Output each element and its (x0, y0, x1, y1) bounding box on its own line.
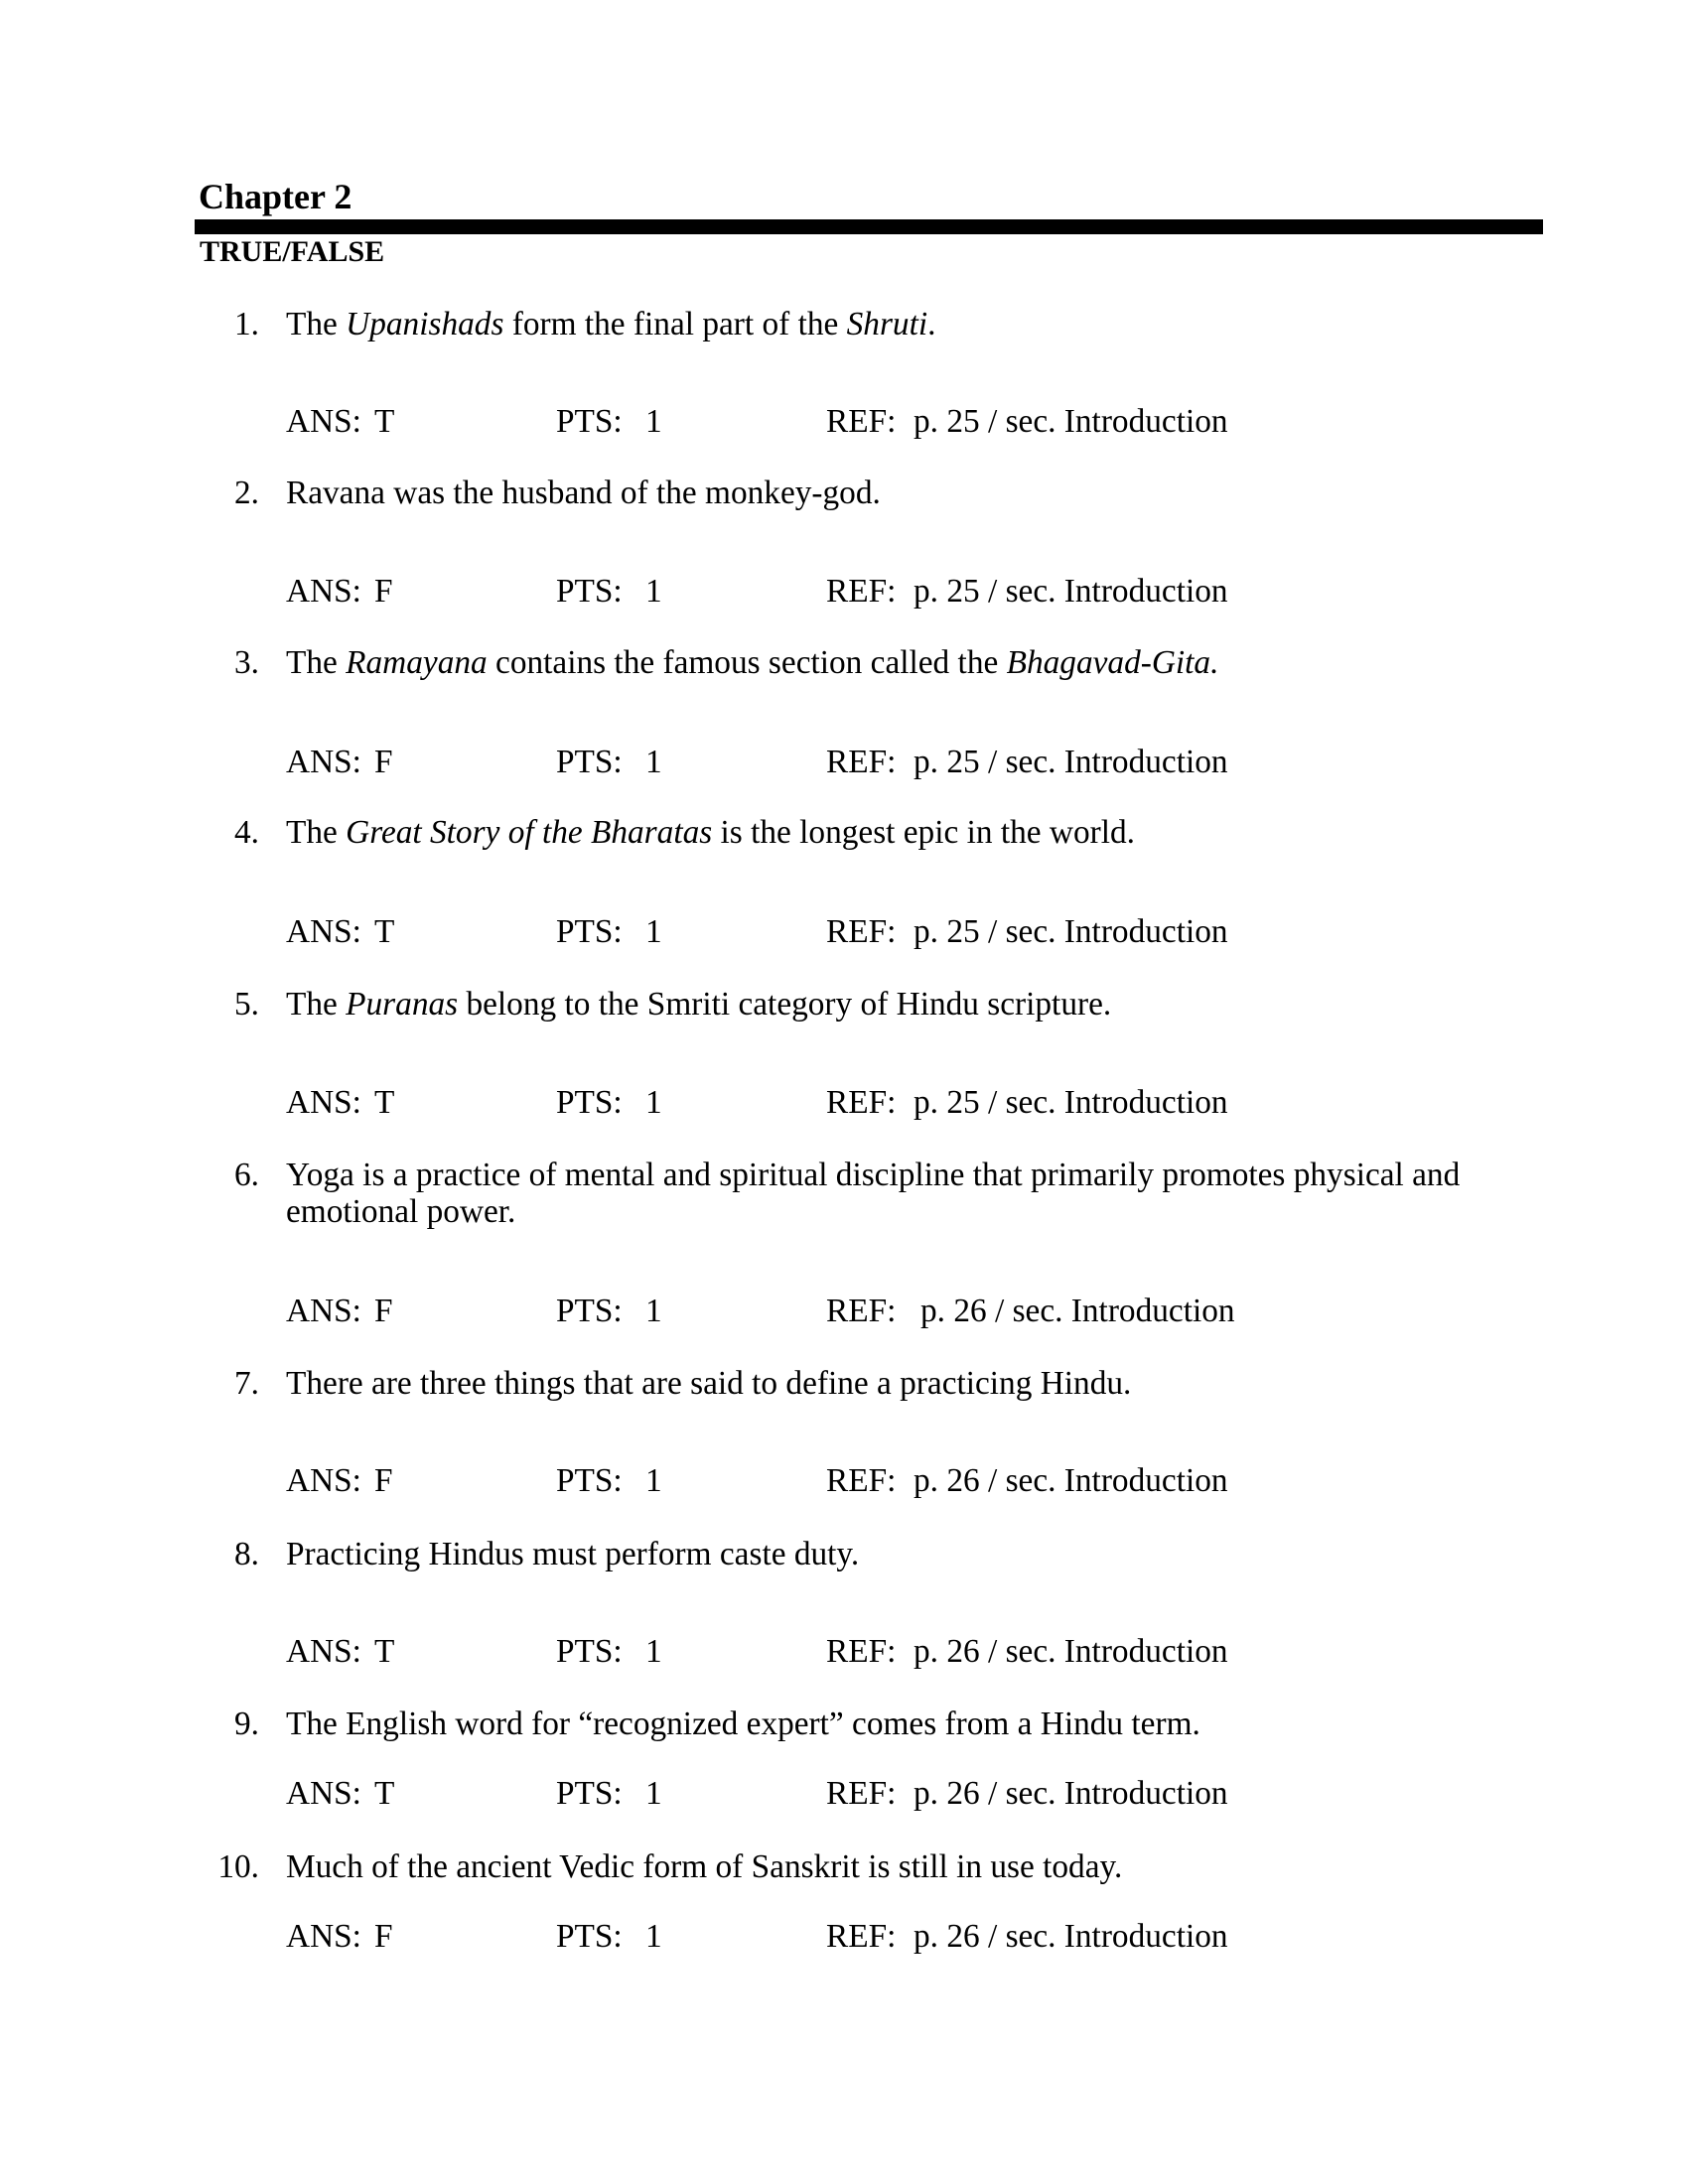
pts-value: 1 (645, 1293, 662, 1329)
stem-text: There are three things that are said to define a practicing Hindu. (286, 1365, 1132, 1402)
ans-label: ANS: (286, 403, 361, 440)
ans-label: ANS: (286, 744, 361, 780)
pts-label: PTS: (556, 1462, 623, 1499)
stem-italic-text: Puranas (346, 986, 459, 1023)
pts-value: 1 (645, 913, 662, 950)
pts-value: 1 (645, 1775, 662, 1812)
pts-value: 1 (645, 403, 662, 440)
ans-value: T (374, 913, 395, 950)
question-number: 1. (234, 306, 259, 342)
ans-value: T (374, 1633, 395, 1670)
question-stem (286, 986, 1507, 1023)
ans-label: ANS: (286, 1462, 361, 1499)
stem-text: contains the famous section called the (487, 644, 1007, 681)
ref-value: p. 25 / sec. Introduction (914, 744, 1228, 780)
stem-text: form the final part of the (503, 306, 847, 342)
pts-label: PTS: (556, 573, 623, 610)
ref-label: REF: (826, 1633, 897, 1670)
ans-label: ANS: (286, 1084, 361, 1121)
pts-value: 1 (645, 744, 662, 780)
section-title: TRUE/FALSE (200, 235, 385, 268)
pts-label: PTS: (556, 744, 623, 780)
pts-label: PTS: (556, 1084, 623, 1121)
ans-value: F (374, 1462, 393, 1499)
ref-value: p. 26 / sec. Introduction (914, 1633, 1228, 1670)
ans-label: ANS: (286, 1293, 361, 1329)
question-number: 6. (234, 1157, 259, 1193)
ref-value: p. 25 / sec. Introduction (914, 913, 1228, 950)
stem-text: The (286, 644, 347, 681)
question-stem (286, 1365, 1507, 1402)
ref-label: REF: (826, 1462, 897, 1499)
ref-label: REF: (826, 403, 897, 440)
stem-text: . (927, 306, 936, 342)
question-number: 4. (234, 814, 259, 851)
stem-text: The (286, 306, 347, 342)
stem-italic-text: Ramayana (346, 644, 488, 681)
ref-label: REF: (826, 1084, 897, 1121)
question-stem (286, 1536, 1507, 1572)
stem-text: Practicing Hindus must perform caste duty. (286, 1536, 860, 1572)
question-number: 7. (234, 1365, 259, 1402)
ref-value: p. 26 / sec. Introduction (920, 1293, 1235, 1329)
stem-italic-text: Upanishads (346, 306, 504, 342)
ans-value: F (374, 744, 393, 780)
question-number: 5. (234, 986, 259, 1023)
ans-label: ANS: (286, 1633, 361, 1670)
question-stem (286, 1848, 1507, 1885)
stem-text: The English word for “recognized expert” comes from a Hindu term. (286, 1706, 1200, 1742)
question-stem (286, 644, 1507, 681)
ref-label: REF: (826, 744, 897, 780)
pts-value: 1 (645, 573, 662, 610)
ref-label: REF: (826, 913, 897, 950)
stem-text: The (286, 814, 347, 851)
stem-text: belong to the Smriti category of Hindu scripture. (458, 986, 1112, 1023)
ref-value: p. 26 / sec. Introduction (914, 1775, 1228, 1812)
ans-label: ANS: (286, 1775, 361, 1812)
ans-value: F (374, 573, 393, 610)
pts-label: PTS: (556, 1775, 623, 1812)
ans-label: ANS: (286, 913, 361, 950)
pts-label: PTS: (556, 403, 623, 440)
question-number: 2. (234, 475, 259, 511)
ref-value: p. 25 / sec. Introduction (914, 403, 1228, 440)
question-number: 9. (234, 1706, 259, 1742)
header-rule (195, 219, 1543, 234)
question-number: 10. (217, 1848, 259, 1885)
ans-value: T (374, 403, 395, 440)
question-number: 8. (234, 1536, 259, 1572)
question-number: 3. (234, 644, 259, 681)
question-stem (286, 1706, 1507, 1742)
ans-label: ANS: (286, 573, 361, 610)
stem-italic-text: Shruti (846, 306, 928, 342)
pts-value: 1 (645, 1084, 662, 1121)
pts-label: PTS: (556, 1633, 623, 1670)
stem-text: Much of the ancient Vedic form of Sanskrit is still in use today. (286, 1848, 1123, 1885)
ref-value: p. 25 / sec. Introduction (914, 1084, 1228, 1121)
pts-value: 1 (645, 1918, 662, 1955)
pts-label: PTS: (556, 1918, 623, 1955)
stem-text: is the longest epic in the world. (712, 814, 1135, 851)
ref-value: p. 26 / sec. Introduction (914, 1462, 1228, 1499)
stem-italic-text: Bhagavad-Gita. (1006, 644, 1219, 681)
ans-label: ANS: (286, 1918, 361, 1955)
ans-value: F (374, 1293, 393, 1329)
stem-line: Yoga is a practice of mental and spiritual discipline that primarily promotes physical and (286, 1157, 1461, 1193)
stem-italic-text: Great Story of the Bharatas (346, 814, 713, 851)
ref-label: REF: (826, 1293, 897, 1329)
ans-value: F (374, 1918, 393, 1955)
stem-text: The (286, 986, 347, 1023)
question-stem (286, 306, 1507, 342)
pts-value: 1 (645, 1633, 662, 1670)
pts-label: PTS: (556, 1293, 623, 1329)
ref-label: REF: (826, 1918, 897, 1955)
question-stem (286, 814, 1507, 851)
ans-value: T (374, 1775, 395, 1812)
ref-label: REF: (826, 1775, 897, 1812)
ref-label: REF: (826, 573, 897, 610)
ans-value: T (374, 1084, 395, 1121)
stem-text: Ravana was the husband of the monkey-god. (286, 475, 881, 511)
pts-value: 1 (645, 1462, 662, 1499)
question-stem (286, 1157, 1507, 1230)
ref-value: p. 25 / sec. Introduction (914, 573, 1228, 610)
question-stem (286, 475, 1507, 511)
chapter-title: Chapter 2 (199, 177, 352, 216)
pts-label: PTS: (556, 913, 623, 950)
stem-line: emotional power. (286, 1193, 516, 1230)
ref-value: p. 26 / sec. Introduction (914, 1918, 1228, 1955)
